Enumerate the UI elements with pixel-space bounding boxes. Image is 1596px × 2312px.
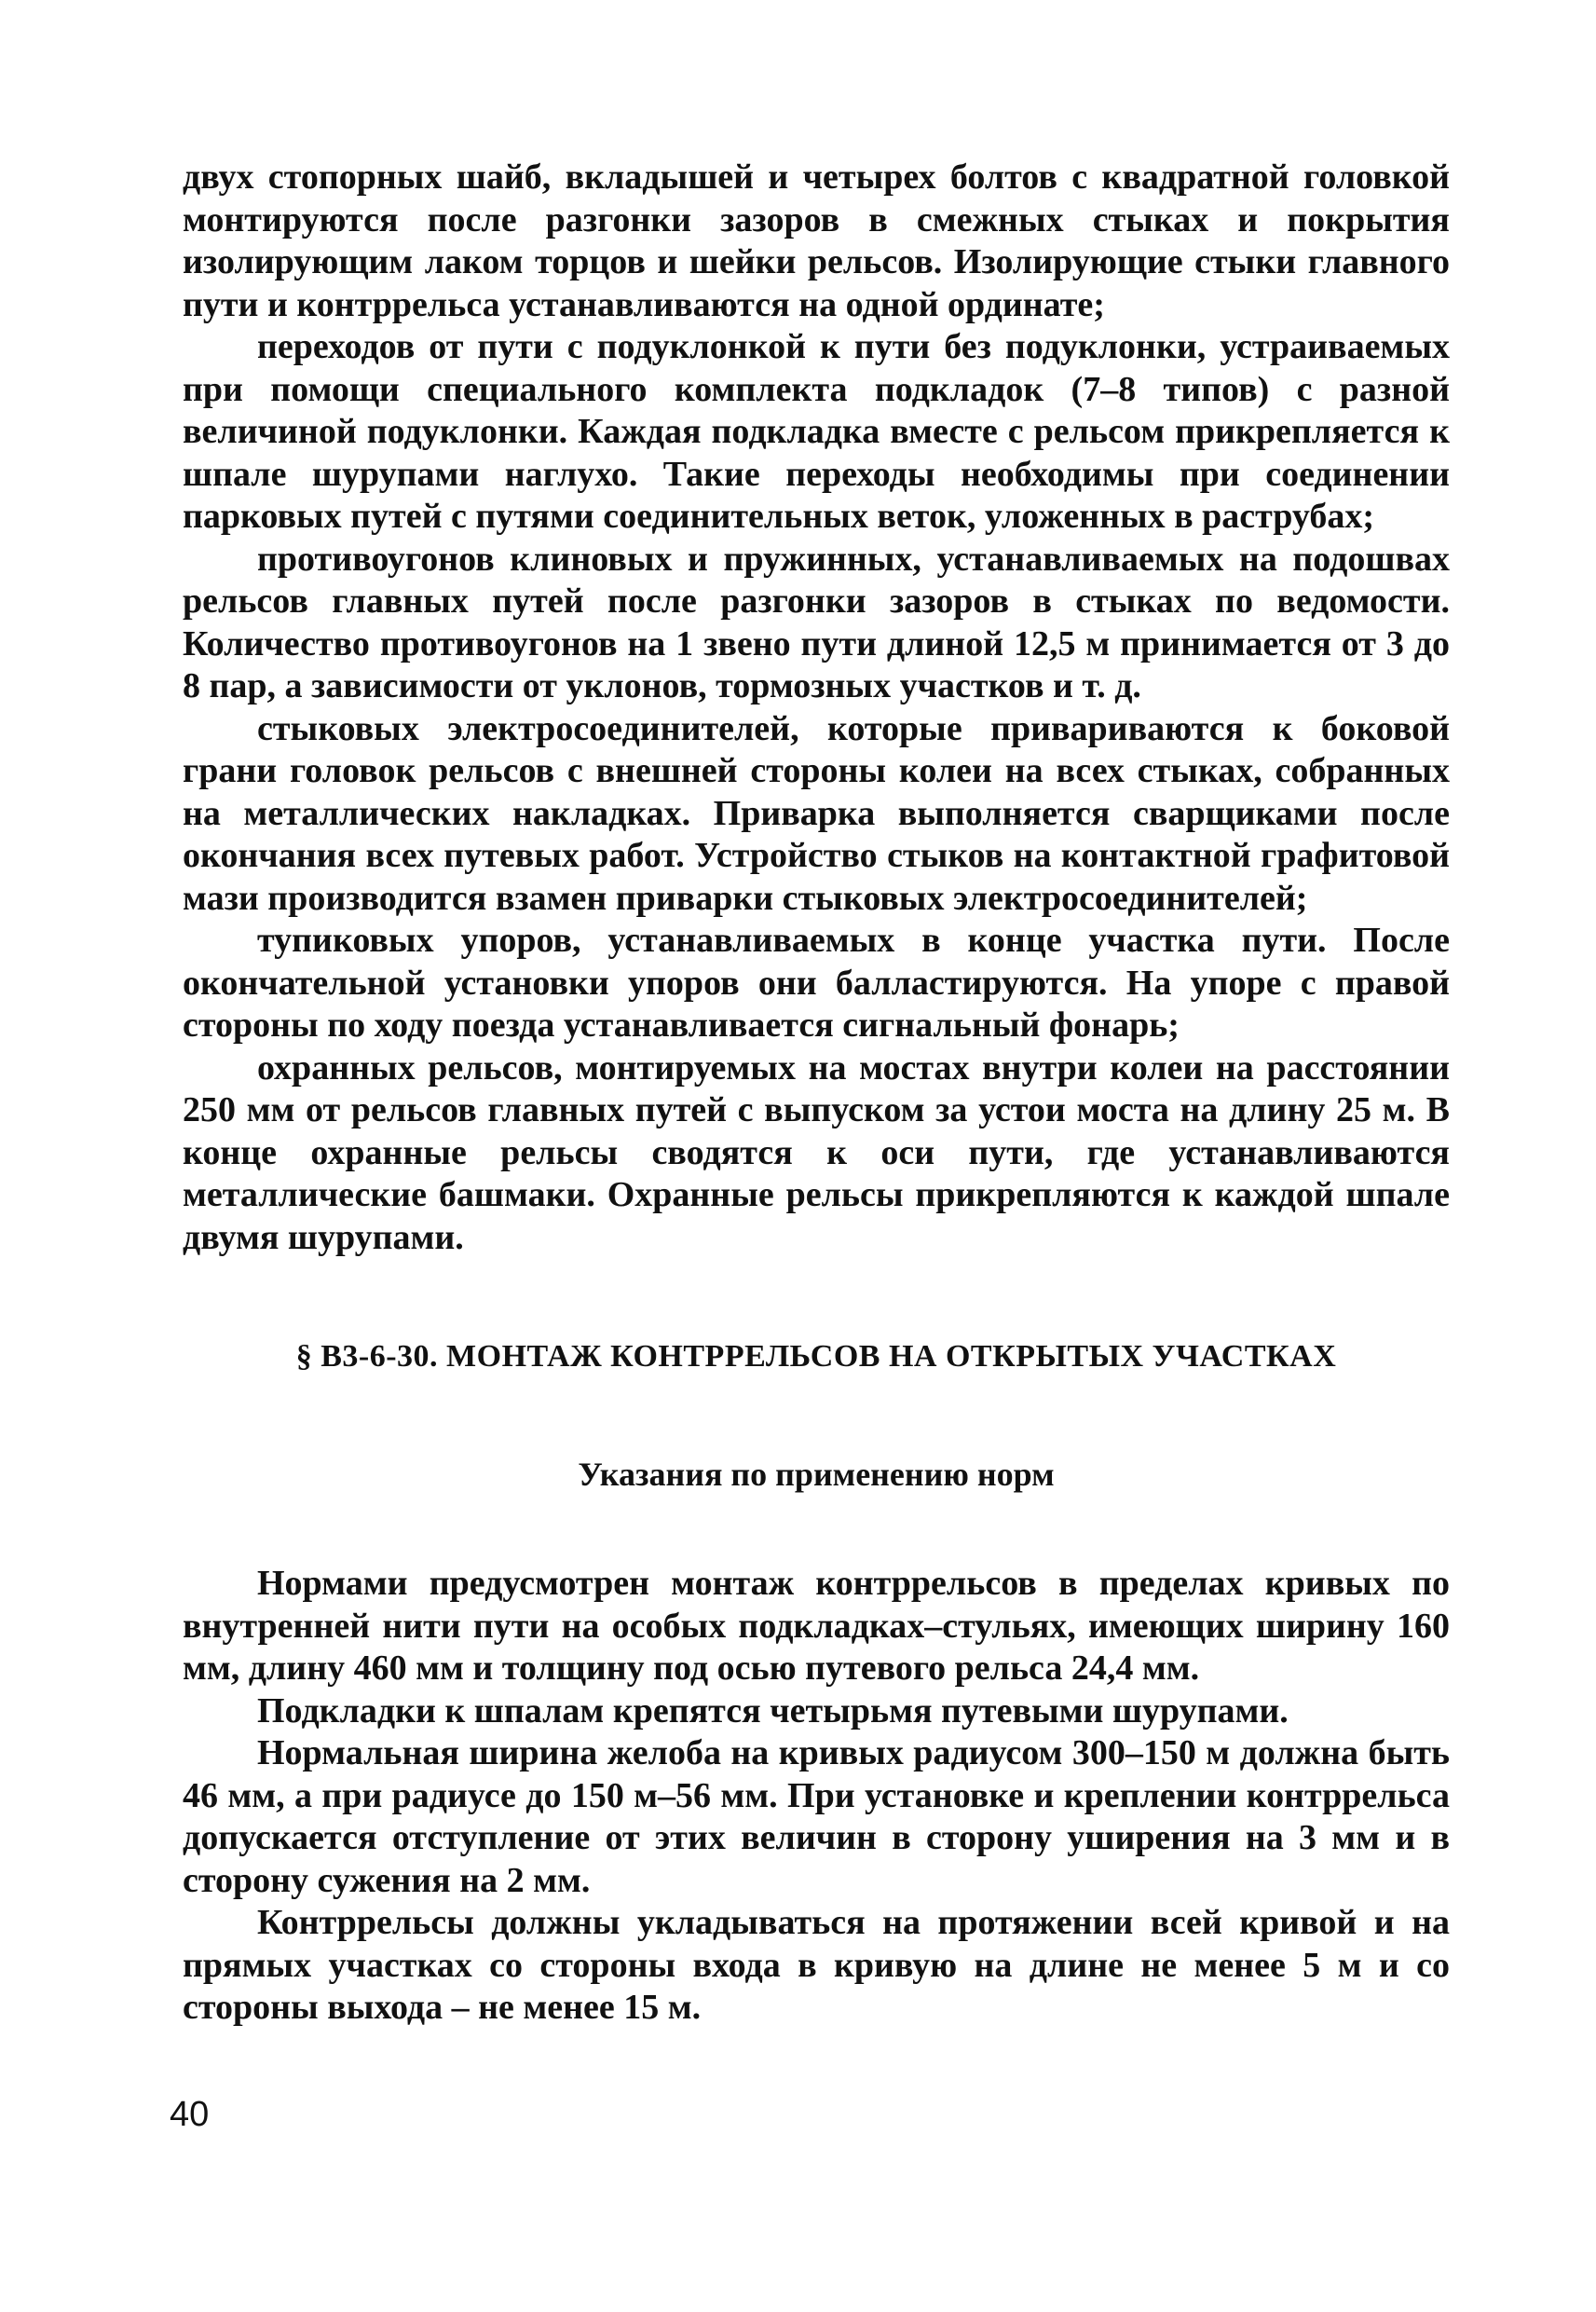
section-title: § В3-6-30. МОНТАЖ КОНТРРЕЛЬСОВ НА ОТКРЫТЫХ УЧАСТКАХ [295, 1339, 1337, 1374]
paragraph: противоугонов клиновых и пружинных, устанавливаемых на подошвах рельсов главных путей после разгонки зазоров в стыках по ведомости. Количество противоугонов на 1 звено пути длиной 12,5 м принимается от 3 до 8 пар, а зависимости от уклонов, тормозных участков и т. д. [183, 539, 1450, 705]
paragraph: двух стопорных шайб, вкладышей и четырех болтов с квадратной головкой монтируются после разгонки зазоров в смежных стыках и покрытия изолирующим лаком торцов и шейки рельсов. Изолирующие стыки главного пути и контррельса устанавливаются на одной ординате; [183, 157, 1450, 324]
bottom-text-block [183, 1563, 1450, 2030]
paragraph: охранных рельсов, монтируемых на мостах внутри колеи на расстоянии 250 мм от рельсов главных путей с выпуском за устои моста на длину 25 м. В конце охранные рельсы сводятся к оси пути, где устанавливаются металлические башмаки. Охранные рельсы прикрепляются к каждой шпале двумя шурупами. [183, 1047, 1450, 1257]
paragraph: Нормами предусмотрен монтаж контррельсов в пределах кривых по внутренней нити пути на особых подкладках–стульях, имеющих ширину 160 мм, длину 460 мм и толщину под осью путевого рельса 24,4 мм. [183, 1564, 1450, 1688]
page-number: 40 [170, 2095, 210, 2134]
top-text-block [183, 157, 1450, 1259]
section-subtitle: Указания по применению норм [578, 1456, 1055, 1493]
page-content [183, 157, 1450, 2030]
paragraph: Контррельсы должны укладываться на протяжении всей кривой и на прямых участках со стороны входа в кривую на длине не менее 5 м и со стороны выхода – не менее 15 м. [183, 1903, 1450, 2027]
paragraph: Подкладки к шпалам крепятся четырьмя путевыми шурупами. [257, 1690, 1289, 1731]
paragraph: Нормальная ширина желоба на кривых радиусом 300–150 м должна быть 46 мм, а при радиусе до 150 м–56 мм. При установке и креплении контррельса допускается отступление от этих величин в сторону уширения на 3 мм и в сторону сужения на 2 мм. [183, 1733, 1450, 1900]
paragraph: переходов от пути с подуклонкой к пути без подуклонки, устраиваемых при помощи специального комплекта подкладок (7–8 типов) с разной величиной подуклонки. Каждая подкладка вместе с рельсом прикрепляется к шпале шурупами наглухо. Такие переходы необходимы при соединении парковых путей с путями соединительных веток, уложенных в раструбах; [183, 327, 1450, 536]
paragraph: тупиковых упоров, устанавливаемых в конце участка пути. После окончательной установки упоров они балластируются. На упоре с правой стороны по ходу поезда устанавливается сигнальный фонарь; [183, 921, 1450, 1045]
paragraph: стыковых электросоединителей, которые привариваются к боковой грани головок рельсов с внешней стороны колеи на всех стыках, собранных на металлических накладках. Приварка выполняется сварщиками после окончания всех путевых работ. Устройство стыков на контактной графитовой мази производится взамен приварки стыковых электросоединителей; [183, 708, 1450, 918]
